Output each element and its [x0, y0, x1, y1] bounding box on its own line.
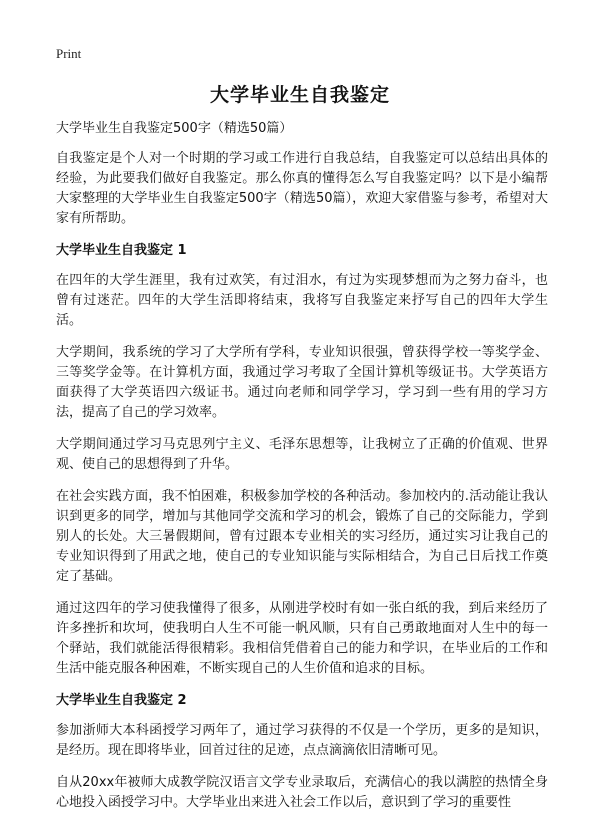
section-heading: 大学毕业生自我鉴定 2: [56, 693, 187, 708]
document-subtitle: 大学毕业生自我鉴定500字（精选50篇）: [56, 121, 293, 136]
section-paragraph: 自从20xx年被师大成教学院汉语言文学专业录取后，充满信心的我以满腔的热情全身心地投入函授学习中。大学毕业出来进入社会工作以后，意识到了学习的重要性: [56, 775, 548, 810]
section-paragraph: 参加浙师大本科函授学习两年了，通过学习获得的不仅是一个学历，更多的是知识，是经历。现在即将毕业，回首过往的足迹，点点滴滴依旧清晰可见。: [56, 723, 548, 758]
section-paragraph: 大学期间通过学习马克思列宁主义、毛泽东思想等，让我树立了正确的价值观、世界观、使自己的思想得到了升华。: [56, 437, 548, 472]
section-paragraph: 大学期间，我系统的学习了大学所有学科，专业知识很强，曾获得学校一等奖学金、三等奖学金等。在计算机方面，我通过学习考取了全国计算机等级证书。大学英语方面获得了大学英语四六级证书。通过向老师和同学学习，学习到一些有用的学习方法，提高了自己的学习效率。: [56, 345, 548, 420]
section-heading: 大学毕业生自我鉴定 1: [56, 243, 187, 258]
section-paragraph: 在四年的大学生涯里，我有过欢笑，有过泪水，有过为实现梦想而为之努力奋斗，也曾有过迷茫。四年的大学生活即将结束，我将写自我鉴定来抒写自己的四年大学生活。: [56, 273, 548, 328]
section-paragraph: 通过这四年的学习使我懂得了很多，从刚进学校时有如一张白纸的我，到后来经历了许多挫折和坎坷，使我明白人生不可能一帆风顺，只有自己勇敢地面对人生中的每一个驿站，我们就能活得很精彩。我相信凭借着自己的能力和学识，在毕业后的工作和生活中能克服各种困难，不断实现自己的人生价值和追求的目标。: [56, 601, 548, 676]
intro-paragraph: 自我鉴定是个人对一个时期的学习或工作进行自我总结，自我鉴定可以总结出具体的经验，为此要我们做好自我鉴定。那么你真的懂得怎么写自我鉴定吗？以下是小编帮大家整理的大学毕业生自我鉴定500字（精选50篇），欢迎大家借鉴与参考，希望对大家有所帮助。: [56, 151, 548, 226]
section-paragraph: 在社会实践方面，我不怕困难，积极参加学校的各种活动。参加校内的.活动能让我认识到更多的同学，增加与其他同学交流和学习的机会，锻炼了自己的交际能力，学到别人的长处。大三暑假期间，曾有过跟本专业相关的实习经历，通过实习让我自己的专业知识得到了用武之地，使自己的专业知识能与实际相结合，为自己日后找工作奠定了基础。: [56, 489, 548, 584]
document-body: [56, 119, 548, 825]
print-link[interactable]: Print: [56, 46, 82, 61]
page-title: 大学毕业生自我鉴定: [209, 84, 390, 106]
